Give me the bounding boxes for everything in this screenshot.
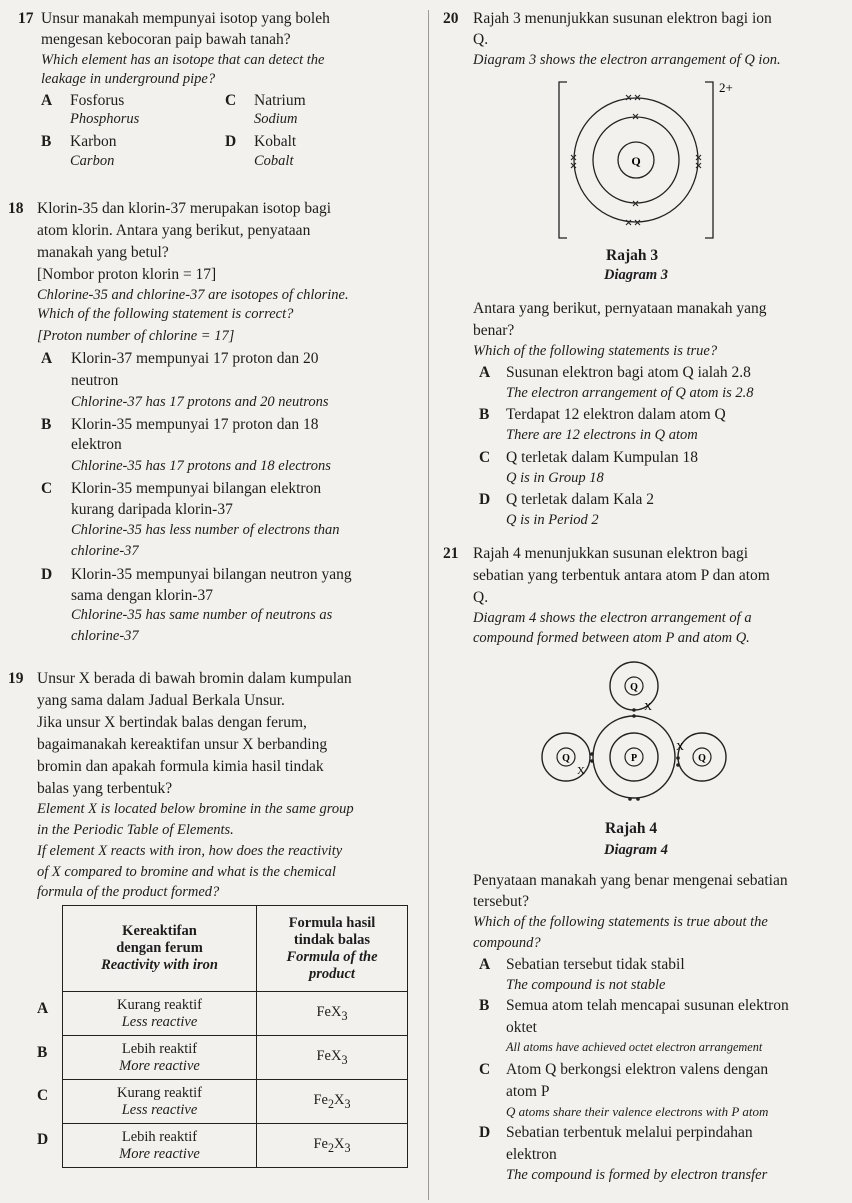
formula-sub: 3 xyxy=(341,1008,348,1023)
cell-text-en: Less reactive xyxy=(121,1101,198,1118)
stem-line: sebatian yang terbentuk antara atom P dan atom xyxy=(473,567,770,584)
stem-line: [Nombor proton klorin = 17] xyxy=(37,266,217,283)
diagram-3-electron-arrangement xyxy=(555,74,735,246)
reactivity-cell xyxy=(63,1036,257,1080)
stem-line-en: Which of the following statement is correct? xyxy=(37,306,294,322)
options-table xyxy=(62,905,408,1168)
shared-x-right: X xyxy=(676,741,684,753)
diagram-4-compound xyxy=(530,660,750,810)
ask-line: Antara yang berikut, pernyataan manakah yang xyxy=(473,300,767,317)
option-c-en: Sodium xyxy=(254,111,298,127)
option-b-en: Carbon xyxy=(70,153,115,169)
option-d-en: Cobalt xyxy=(254,153,294,169)
option-c-en: Chlorine-35 has less number of electrons than xyxy=(71,522,340,538)
left-bracket xyxy=(559,82,567,238)
cell-text: Lebih reaktif xyxy=(121,1040,198,1057)
stem-line: bromin dan apakah formula kimia hasil tindak xyxy=(37,758,324,775)
stem-line: Unsur X berada di bawah bromin dalam kumpulan xyxy=(37,670,352,687)
electron-dot xyxy=(590,752,594,756)
ion-charge: 2+ xyxy=(719,80,733,95)
option-letter: B xyxy=(37,1044,48,1061)
formula-base: Fe xyxy=(313,1091,328,1108)
nucleus-label: Q xyxy=(631,154,641,168)
cell-text-en: Less reactive xyxy=(121,1013,198,1030)
option-b[interactable]: Semua atom telah mencapai susunan elektron xyxy=(506,997,789,1014)
stem-line: balas yang terbentuk? xyxy=(37,780,173,797)
stem-line-en: If element X reacts with iron, how does the reactivity xyxy=(37,843,343,859)
ask-line-en: Which of the following statements is true? xyxy=(473,343,718,359)
option-b-en: There are 12 electrons in Q atom xyxy=(506,427,698,443)
stem-line-en: compound formed between atom P and atom Q. xyxy=(473,630,750,646)
table-header-reactivity xyxy=(63,906,257,992)
option-a-en: The electron arrangement of Q atom is 2.8 xyxy=(506,385,754,401)
formula-cell xyxy=(257,1124,408,1168)
formula-x: X xyxy=(334,1135,345,1152)
stem-line-en: Which element has an isotope that can detect the xyxy=(41,52,325,68)
table-header-row xyxy=(63,906,408,992)
figure-caption: Rajah 3 xyxy=(606,247,659,264)
cell-text: Kurang reaktif xyxy=(117,996,202,1013)
question-number: 20 xyxy=(443,10,459,27)
option-d[interactable]: Kobalt xyxy=(254,133,297,150)
header-text-en: Reactivity with iron xyxy=(101,957,218,973)
ask-line: benar? xyxy=(473,322,515,339)
option-c-cont: atom P xyxy=(506,1083,550,1100)
header-text-en: Formula of the xyxy=(286,948,378,965)
electron-dot xyxy=(590,759,594,763)
option-b[interactable]: Klorin-35 mempunyai 17 proton dan 18 xyxy=(71,416,319,433)
option-letter: A xyxy=(41,350,53,367)
stem-line-en: Chlorine-35 and chlorine-37 are isotopes of chlorine. xyxy=(37,287,349,303)
formula-sub: 3 xyxy=(344,1140,351,1155)
option-d[interactable]: Q terletak dalam Kala 2 xyxy=(506,491,655,508)
stem-line: Q. xyxy=(473,31,489,48)
stem-line-en: Element X is located below bromine in the same group xyxy=(37,801,354,817)
stem-line: atom klorin. Antara yang berikut, penyataan xyxy=(37,222,311,239)
option-a-cont: neutron xyxy=(71,372,119,389)
cell-text-en: More reactive xyxy=(119,1057,200,1074)
option-letter: D xyxy=(37,1131,49,1148)
ask-line: Penyataan manakah yang benar mengenai sebatian xyxy=(473,872,788,889)
stem-line-en: formula of the product formed? xyxy=(37,884,220,900)
stem-line-en: Diagram 3 shows the electron arrangement of Q ion. xyxy=(473,52,781,68)
option-letter: B xyxy=(479,997,490,1014)
stem-line: mengesan kebocoran paip bawah tanah? xyxy=(41,31,291,48)
option-letter: A xyxy=(479,956,491,973)
option-letter: D xyxy=(479,491,491,508)
cell-text: Kurang reaktif xyxy=(117,1084,202,1101)
option-b-en: All atoms have achieved octet electron arrangement xyxy=(506,1040,763,1054)
option-b-cont: oktet xyxy=(506,1019,537,1036)
option-a-en: The compound is not stable xyxy=(506,977,666,993)
option-b[interactable]: Karbon xyxy=(70,133,117,150)
formula-x: X xyxy=(334,1091,345,1108)
option-c-cont: kurang daripada klorin-37 xyxy=(71,501,233,518)
question-number: 19 xyxy=(8,670,24,687)
option-d-cont: elektron xyxy=(506,1146,557,1163)
formula-base: FeX xyxy=(316,1047,342,1064)
header-text: tindak balas xyxy=(293,931,371,948)
formula-cell xyxy=(257,1036,408,1080)
table-row[interactable] xyxy=(63,1036,408,1080)
question-number: 21 xyxy=(443,545,459,562)
stem-line: Unsur manakah mempunyai isotop yang boleh xyxy=(41,10,330,27)
stem-line-en: Diagram 4 shows the electron arrangement of a xyxy=(473,610,752,626)
option-letter: B xyxy=(479,406,490,423)
table-row[interactable] xyxy=(63,1124,408,1168)
option-d-en: Chlorine-35 has same number of neutrons as xyxy=(71,607,333,623)
option-c-en: chlorine-37 xyxy=(71,543,139,559)
reactivity-cell xyxy=(63,992,257,1036)
stem-line: Q. xyxy=(473,589,489,606)
option-c[interactable]: Q terletak dalam Kumpulan 18 xyxy=(506,449,698,466)
figure-caption: Rajah 4 xyxy=(605,820,658,837)
formula-sub: 2 xyxy=(327,1096,334,1111)
ask-line-en: Which of the following statements is true about the xyxy=(473,914,768,930)
column-divider xyxy=(428,10,429,1200)
table-row[interactable] xyxy=(63,1080,408,1124)
option-letter: C xyxy=(479,449,491,466)
electron-dot xyxy=(676,763,680,767)
option-letter: B xyxy=(41,416,52,433)
option-letter: C xyxy=(37,1087,49,1104)
option-d[interactable]: Klorin-35 mempunyai bilangan neutron yang xyxy=(71,566,352,583)
option-letter: D xyxy=(225,133,237,150)
formula-sub: 3 xyxy=(341,1052,348,1067)
option-c[interactable]: Atom Q berkongsi elektron valens dengan xyxy=(506,1061,769,1078)
electron-dot xyxy=(632,708,636,712)
reactivity-cell xyxy=(63,1124,257,1168)
option-a[interactable]: Susunan elektron bagi atom Q ialah 2.8 xyxy=(506,364,751,381)
stem-line-en: [Proton number of chlorine = 17] xyxy=(37,328,235,344)
option-d[interactable]: Sebatian terbentuk melalui perpindahan xyxy=(506,1124,753,1141)
formula-cell xyxy=(257,1080,408,1124)
stem-line: yang sama dalam Jadual Berkala Unsur. xyxy=(37,692,285,709)
stem-line-en: in the Periodic Table of Elements. xyxy=(37,822,234,838)
option-letter: D xyxy=(41,566,53,583)
option-letter: A xyxy=(41,92,53,109)
electron-dot xyxy=(636,797,640,801)
stem-line-en: of X compared to bromine and what is the chemical xyxy=(37,864,336,880)
option-a-en: Chlorine-37 has 17 protons and 20 neutrons xyxy=(71,394,329,410)
stem-line: bagaimanakah kereaktifan unsur X berbanding xyxy=(37,736,328,753)
option-letter: C xyxy=(41,480,53,497)
option-a[interactable]: Fosforus xyxy=(70,92,125,109)
header-text: Kereaktifan xyxy=(122,923,197,939)
option-c[interactable]: Klorin-35 mempunyai bilangan elektron xyxy=(71,480,322,497)
figure-caption-en: Diagram 3 xyxy=(604,267,669,283)
electron-dot xyxy=(628,797,632,801)
formula-sub: 2 xyxy=(327,1140,334,1155)
option-d-en: The compound is formed by electron transfer xyxy=(506,1167,768,1183)
formula-base: FeX xyxy=(316,1003,342,1020)
atom-q-top-label: Q xyxy=(630,682,638,693)
option-b[interactable]: Terdapat 12 elektron dalam atom Q xyxy=(506,406,726,423)
right-bracket xyxy=(705,82,713,238)
option-letter: C xyxy=(479,1061,491,1078)
option-letter: C xyxy=(225,92,237,109)
formula-sub: 3 xyxy=(344,1096,351,1111)
stem-line: Rajah 3 menunjukkan susunan elektron bagi ion xyxy=(473,10,772,27)
atom-q-right-label: Q xyxy=(698,753,706,764)
option-letter: B xyxy=(41,133,52,150)
option-d-en: chlorine-37 xyxy=(71,628,139,644)
shared-x-left: X xyxy=(577,765,585,777)
question-number: 17 xyxy=(18,10,34,27)
stem-line: Jika unsur X bertindak balas dengan ferum, xyxy=(37,714,307,731)
stem-line-en: leakage in underground pipe? xyxy=(41,71,216,87)
formula-base: Fe xyxy=(313,1135,328,1152)
figure-caption-en: Diagram 4 xyxy=(604,842,669,858)
electron-dot xyxy=(676,756,680,760)
option-d-cont: sama dengan klorin-37 xyxy=(71,587,214,604)
option-letter: D xyxy=(479,1124,491,1141)
atom-p-label: P xyxy=(630,753,638,764)
option-b-en: Chlorine-35 has 17 protons and 18 electrons xyxy=(71,458,331,474)
option-a[interactable]: Sebatian tersebut tidak stabil xyxy=(506,956,685,973)
option-b-cont: elektron xyxy=(71,436,122,453)
option-letter: A xyxy=(37,1000,49,1017)
atom-q-left-label: Q xyxy=(562,753,570,764)
stem-line: Klorin-35 dan klorin-37 merupakan isotop bagi xyxy=(37,200,332,217)
option-c-en: Q is in Group 18 xyxy=(506,470,604,486)
stem-line: manakah yang betul? xyxy=(37,244,169,261)
option-d-en: Q is in Period 2 xyxy=(506,512,599,528)
stem-line: Rajah 4 menunjukkan susunan elektron bagi xyxy=(473,545,749,562)
ask-line-en: compound? xyxy=(473,935,541,951)
header-text: Formula hasil xyxy=(288,914,376,931)
reactivity-cell xyxy=(63,1080,257,1124)
formula-cell xyxy=(257,992,408,1036)
table-header-formula xyxy=(257,906,408,992)
table-row[interactable] xyxy=(63,992,408,1036)
shared-x-top: X xyxy=(644,701,652,713)
header-text: dengan ferum xyxy=(116,940,203,956)
cell-text-en: More reactive xyxy=(119,1145,200,1162)
ask-line: tersebut? xyxy=(473,893,529,910)
option-c[interactable]: Natrium xyxy=(254,92,306,109)
header-text-en: product xyxy=(309,965,355,982)
cell-text: Lebih reaktif xyxy=(121,1128,198,1145)
option-a[interactable]: Klorin-37 mempunyai 17 proton dan 20 xyxy=(71,350,319,367)
option-a-en: Phosphorus xyxy=(70,111,140,127)
option-letter: A xyxy=(479,364,491,381)
option-c-en: Q atoms share their valence electrons with P atom xyxy=(506,1104,769,1119)
question-number: 18 xyxy=(8,200,24,217)
